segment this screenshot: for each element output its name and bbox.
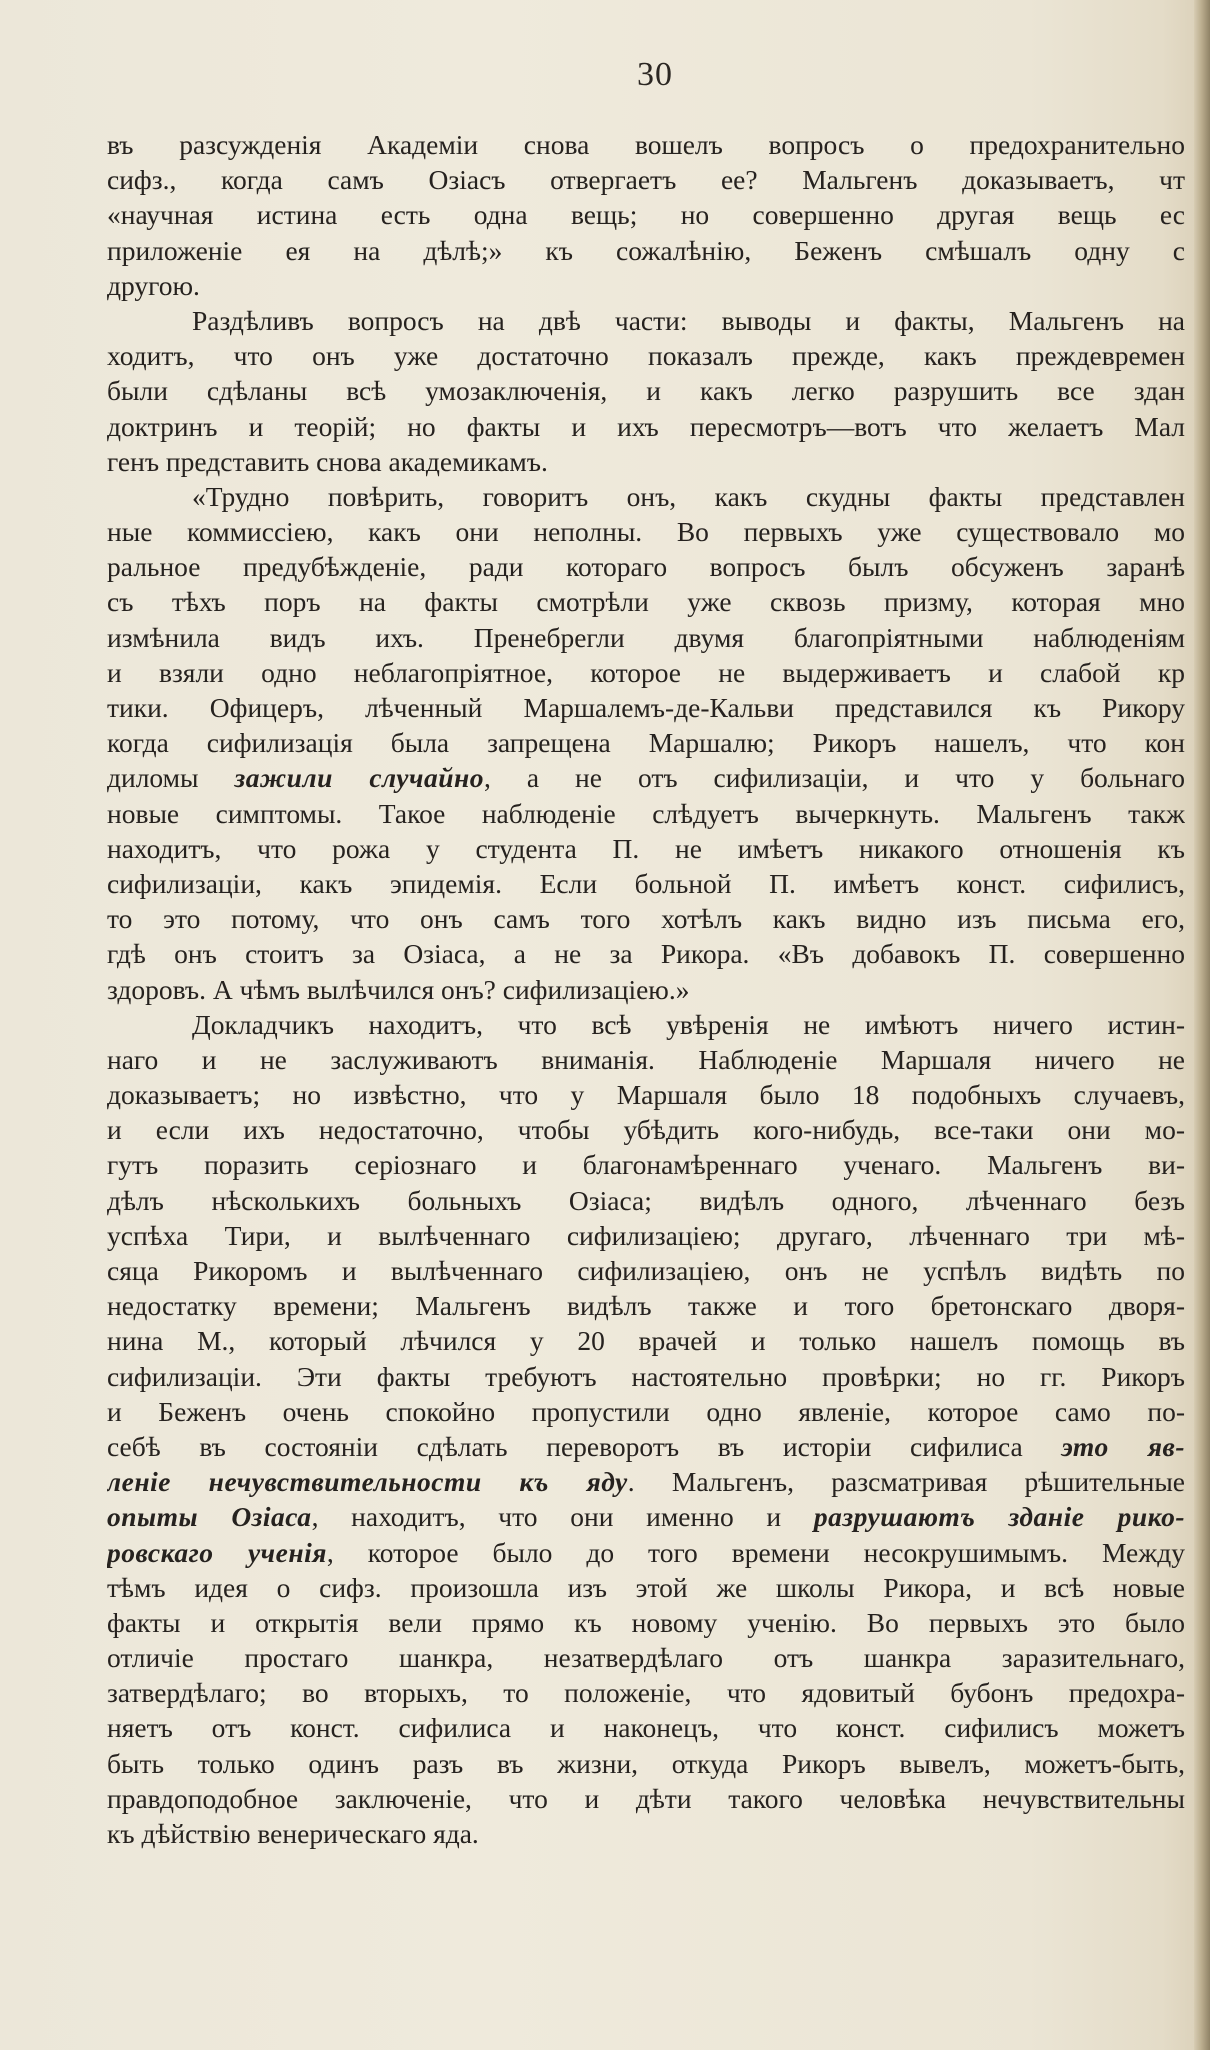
text-line: здоровъ. А чѣмъ вылѣчился онъ? сифилизаціею.» [107,973,690,1005]
text-line: дѣлъ нѣсколькихъ больныхъ Озіаса; видѣлъ одного, лѣченнаго безъ [107,1184,1185,1216]
text-line: гдѣ онъ стоитъ за Озіаса, а не за Рикора. «Въ добавокъ П. совершенно [107,938,1185,970]
text-line: доктринъ и теорій; но факты и ихъ пересмотръ—вотъ что желаетъ Мал [107,410,1185,442]
text-line: ходитъ, что онъ уже достаточно показалъ прежде, какъ преждевремен [107,340,1185,372]
text-line: и Беженъ очень спокойно пропустили одно явленіе, которое само по- [107,1395,1185,1427]
text-segment: , находитъ, что они именно и [311,1501,814,1533]
text-line: нина М., который лѣчился у 20 врачей и только нашелъ помощь въ [107,1325,1185,1357]
text-line: другою. [107,269,200,301]
text-line: успѣха Тири, и вылѣченнаго сифилизаціею; другаго, лѣченнаго три мѣ- [107,1219,1185,1251]
page-edge-shadow [1194,0,1210,2050]
text-segment: , которое было до того времени несокрушимымъ. Между [326,1536,1185,1568]
text-line: то это потому, что онъ самъ того хотѣлъ какъ видно изъ письма его, [107,903,1185,935]
text-line: быть только одинъ разъ въ жизни, откуда Рикоръ вывелъ, можетъ-быть, [107,1747,1185,1779]
text-line: новые симптомы. Такое наблюденіе слѣдуетъ вычеркнуть. Мальгенъ такж [107,797,1185,829]
emphasis: опыты Озіаса [107,1501,312,1533]
text-line: приложеніе ея на дѣлѣ;» къ сожалѣнію, Беженъ смѣшалъ одну с [107,234,1185,266]
text-line: генъ представить снова академикамъ. [107,445,548,477]
text-line: сифилизаціи, какъ эпидемія. Если больной П. имѣетъ конст. сифилисъ, [107,867,1185,899]
text-line: факты и открытія вели прямо къ новому ученію. Во первыхъ это было [107,1606,1185,1638]
text-line: ные коммиссіею, какъ они неполны. Во первыхъ уже существовало мо [107,516,1185,548]
text-line: недостатку времени; Мальгенъ видѣлъ также и того бретонскаго дворя- [107,1290,1185,1322]
text-line: были сдѣланы всѣ умозаключенія, и какъ легко разрушить все здан [107,375,1185,407]
text-line: «научная истина есть одна вещь; но совершенно другая вещь ес [107,199,1185,231]
text-line: и если ихъ недостаточно, чтобы убѣдить кого-нибудь, все-таки они мо- [107,1114,1185,1146]
text-line: къ дѣйствію венерическаго яда. [107,1818,479,1849]
text-line: гутъ поразить серіознаго и благонамѣреннаго ученаго. Мальгенъ ви- [107,1149,1185,1181]
emphasis: леніе нечувствительности къ яду [107,1466,628,1498]
text-segment: себѣ въ состояніи сдѣлать переворотъ въ исторіи сифилиса [107,1430,1062,1462]
text-line: находитъ, что рожа у студента П. не имѣетъ никакого отношенія къ [107,832,1185,864]
text-line: ральное предубѣжденіе, ради котораго вопросъ былъ обсуженъ заранѣ [107,551,1185,583]
text-line: въ разсужденія Академіи снова вошелъ вопросъ о предохранительно [107,129,1185,160]
text-line: когда сифилизація была запрещена Маршалю; Рикоръ нашелъ, что кон [107,727,1185,759]
paragraph-start-line: «Трудно повѣрить, говоритъ онъ, какъ скудны факты представлен [192,480,1185,512]
text-line [107,1499,1185,1534]
body-text [107,127,1185,1851]
text-segment: . Мальгенъ, разсматривая рѣшительные [627,1466,1185,1498]
text-segment: , а не отъ сифилизаціи, и что у больнаго [484,762,1185,794]
text-line [107,1464,1185,1499]
emphasis: ровскаго ученія [107,1536,327,1568]
text-line: отличіе простаго шанкра, незатвердѣлаго отъ шанкра заразительнаго, [107,1642,1185,1674]
paragraph-start-line: Докладчикъ находитъ, что всѣ увѣренія не имѣютъ ничего истин- [192,1008,1185,1040]
text-line [107,760,1185,795]
text-line: доказываетъ; но извѣстно, что у Маршаля было 18 подобныхъ случаевъ, [107,1079,1185,1111]
text-line: правдоподобное заключеніе, что и дѣти такого человѣка нечувствительны [107,1782,1185,1814]
text-line: наго и не заслуживаютъ вниманія. Наблюденіе Маршаля ничего не [107,1043,1185,1075]
text-line: сифилизаціи. Эти факты требуютъ настоятельно провѣрки; но гг. Рикоръ [107,1360,1185,1392]
text-line: тѣмъ идея о сифз. произошла изъ этой же школы Рикора, и всѣ новые [107,1571,1185,1603]
text-segment: диломы [107,762,235,794]
text-line: измѣнила видъ ихъ. Пренебрегли двумя благопріятными наблюденіям [107,621,1185,653]
text-line: и взяли одно неблагопріятное, которое не выдерживаетъ и слабой кр [107,656,1185,688]
text-line: няетъ отъ конст. сифилиса и наконецъ, что конст. сифилисъ можетъ [107,1712,1185,1744]
text-line: затвердѣлаго; во вторыхъ, то положеніе, что ядовитый бубонъ предохра- [107,1677,1185,1709]
text-line: сяца Рикоромъ и вылѣченнаго сифилизаціею, онъ не успѣлъ видѣть по [107,1255,1185,1286]
paragraph-start-line: Раздѣливъ вопросъ на двѣ части: выводы и факты, Мальгенъ на [192,304,1185,336]
text-line: тики. Офицеръ, лѣченный Маршалемъ-де-Кальви представился къ Рикору [107,692,1185,723]
text-line [107,1535,1185,1570]
text-line: съ тѣхъ поръ на факты смотрѣли уже сквозь призму, которая мно [107,586,1185,618]
text-line: сифз., когда самъ Озіасъ отвергаетъ ее? Мальгенъ доказываетъ, чт [107,164,1185,196]
emphasis: разрушаютъ зданіе рико- [813,1501,1185,1533]
text-line [107,1429,1185,1464]
emphasis: это яв- [1061,1430,1185,1462]
emphasis: зажили случайно [234,762,485,794]
page-number: 30 [637,56,673,93]
